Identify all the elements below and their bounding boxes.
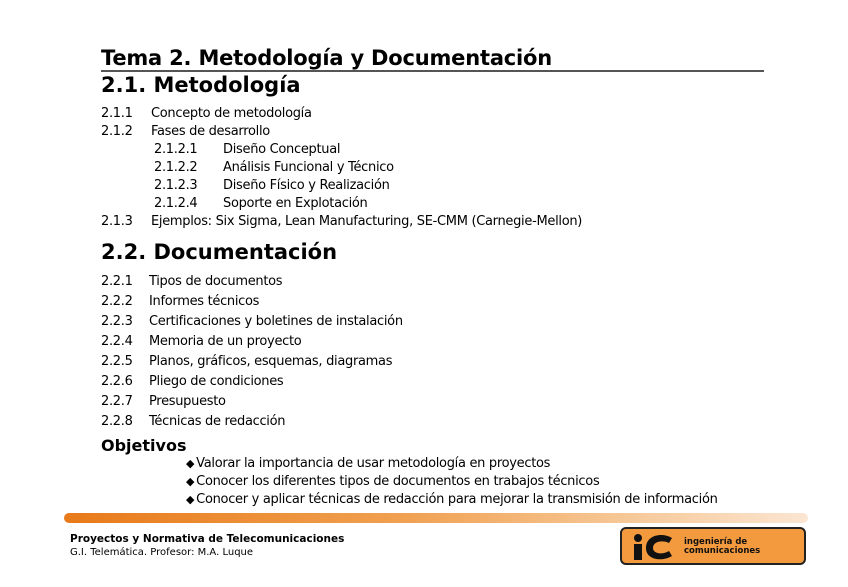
list-item: 2.1.2.2 Análisis Funcional y Técnico bbox=[154, 160, 394, 175]
objective-item: ◆ Valorar la importancia de usar metodología en proyectos bbox=[186, 456, 551, 471]
list-item: 2.1.2 Fases de desarrollo bbox=[101, 124, 270, 139]
section-heading-metodologia: 2.1. Metodología bbox=[101, 73, 301, 97]
list-item: 2.1.3 Ejemplos: Six Sigma, Lean Manufacturing, SE-CMM (Carnegie-Mellon) bbox=[101, 214, 583, 229]
list-item: 2.2.7 Presupuesto bbox=[101, 394, 226, 409]
list-item: 2.1.1 Concepto de metodología bbox=[101, 106, 312, 121]
objectives-heading: Objetivos bbox=[101, 436, 187, 455]
list-item: 2.2.8 Técnicas de redacción bbox=[101, 414, 286, 429]
list-item: 2.2.3 Certificaciones y boletines de instalación bbox=[101, 314, 403, 329]
section-heading-documentacion: 2.2. Documentación bbox=[101, 240, 338, 264]
list-item: 2.2.6 Pliego de condiciones bbox=[101, 374, 284, 389]
diamond-bullet-icon: ◆ bbox=[186, 457, 195, 470]
list-item: 2.2.2 Informes técnicos bbox=[101, 294, 260, 309]
diamond-bullet-icon: ◆ bbox=[186, 493, 195, 506]
list-item: 2.2.1 Tipos de documentos bbox=[101, 274, 283, 289]
company-logo bbox=[620, 527, 806, 565]
list-item: 2.2.5 Planos, gráficos, esquemas, diagramas bbox=[101, 354, 393, 369]
list-item: 2.2.4 Memoria de un proyecto bbox=[101, 334, 302, 349]
footer-professor: G.I. Telemática. Profesor: M.A. Luque bbox=[70, 547, 254, 558]
list-item: 2.1.2.4 Soporte en Explotación bbox=[154, 196, 368, 211]
logo-text: ingeniería de comunicaciones bbox=[684, 537, 761, 556]
footer-divider-bar bbox=[64, 513, 808, 523]
diamond-bullet-icon: ◆ bbox=[186, 475, 195, 488]
objective-item: ◆ Conocer los diferentes tipos de documentos en trabajos técnicos bbox=[186, 474, 600, 489]
list-item: 2.1.2.1 Diseño Conceptual bbox=[154, 142, 341, 157]
list-item: 2.1.2.3 Diseño Físico y Realización bbox=[154, 178, 390, 193]
footer-course: Proyectos y Normativa de Telecomunicaciones bbox=[70, 533, 345, 545]
objective-item: ◆ Conocer y aplicar técnicas de redacción para mejorar la transmisión de información bbox=[186, 492, 718, 507]
ic-logo-icon bbox=[632, 533, 678, 561]
slide-title: Tema 2. Metodología y Documentación bbox=[101, 47, 764, 72]
